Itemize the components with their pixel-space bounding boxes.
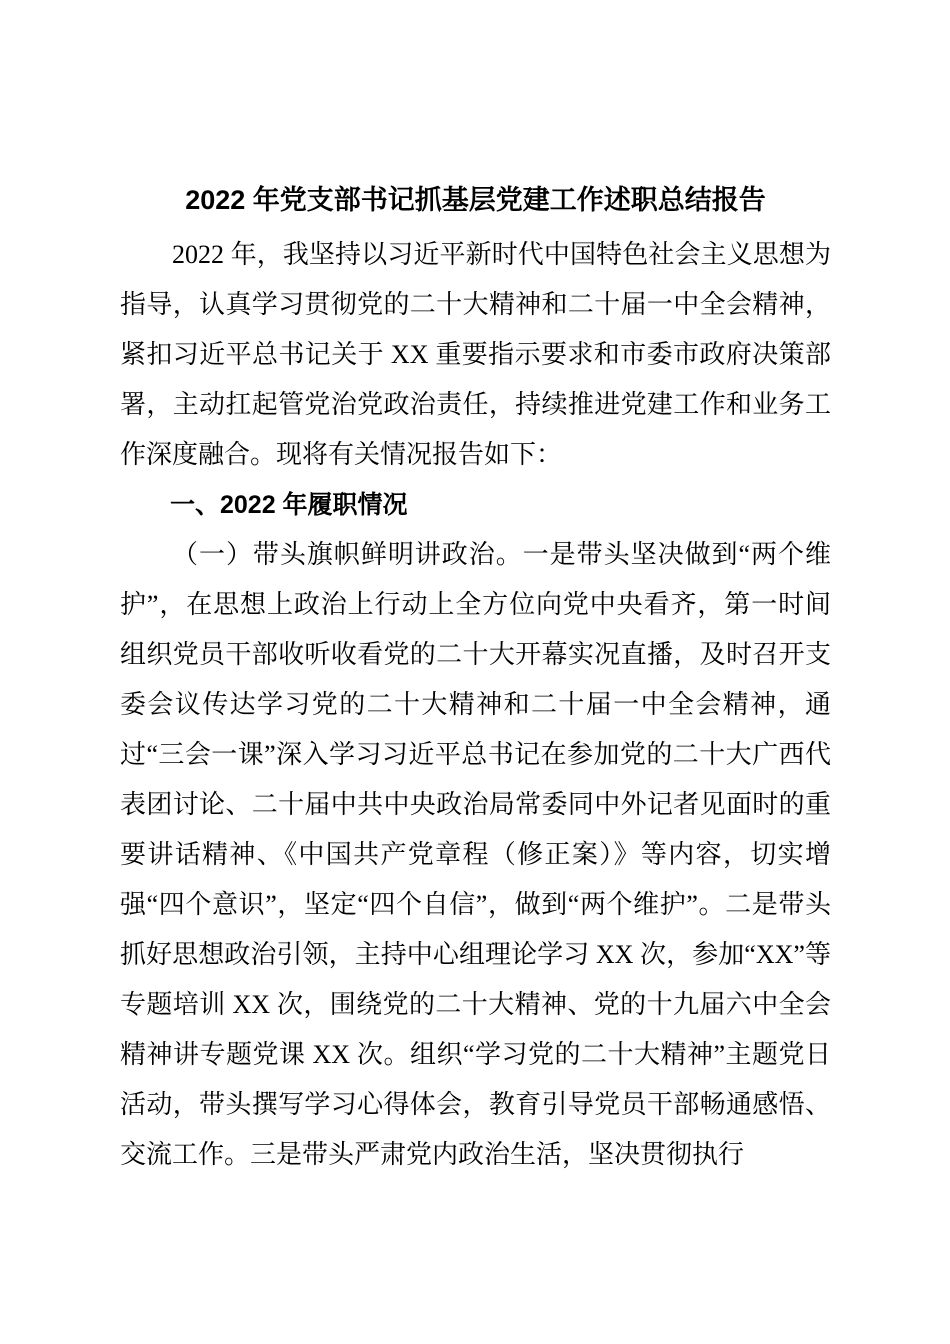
paragraph-section-one: （一）带头旗帜鲜明讲政治。一是带头坚决做到“两个维护”，在思想上政治上行动上全方位向党中央看齐，第一时间组织党员干部收听收看党的二十大开幕实况直播，及时召开支委会议传达学习党的二十大精神和二十届一中全会精神，通过“三会一课”深入学习习近平总书记在参加党的二十大广西代表团讨论、二十届中共中央政治局常委同中外记者见面时的重要讲话精神、《中国共产党章程（修正案）》等内容，切实增强“四个意识”，坚定“四个自信”，做到“两个维护”。二是带头抓好思想政治引领，主持中心组理论学习 XX 次，参加“XX”等专题培训 XX 次，围绕党的二十大精神、党的十九届六中全会精神讲专题党课 XX 次。组织“学习党的二十大精神”主题党日活动，带头撰写学习心得体会，教育引导党员干部畅通感悟、交流工作。三是带头严肃党内政治生活，坚决贯彻执行 [120, 540, 831, 1169]
section-heading-performance: 一、2022 年履职情况 [170, 491, 408, 519]
document-content [120, 180, 831, 1180]
document-title: 2022 年党支部书记抓基层党建工作述职总结报告 [185, 185, 766, 215]
paragraph-intro: 2022 年，我坚持以习近平新时代中国特色社会主义思想为指导，认真学习贯彻党的二十大精神和二十届一中全会精神，紧扣习近平总书记关于 XX 重要指示要求和市委市政府决策部署，主动扛起管党治党政治责任，持续推进党建工作和业务工作深度融合。现将有关情况报告如下： [120, 240, 831, 469]
